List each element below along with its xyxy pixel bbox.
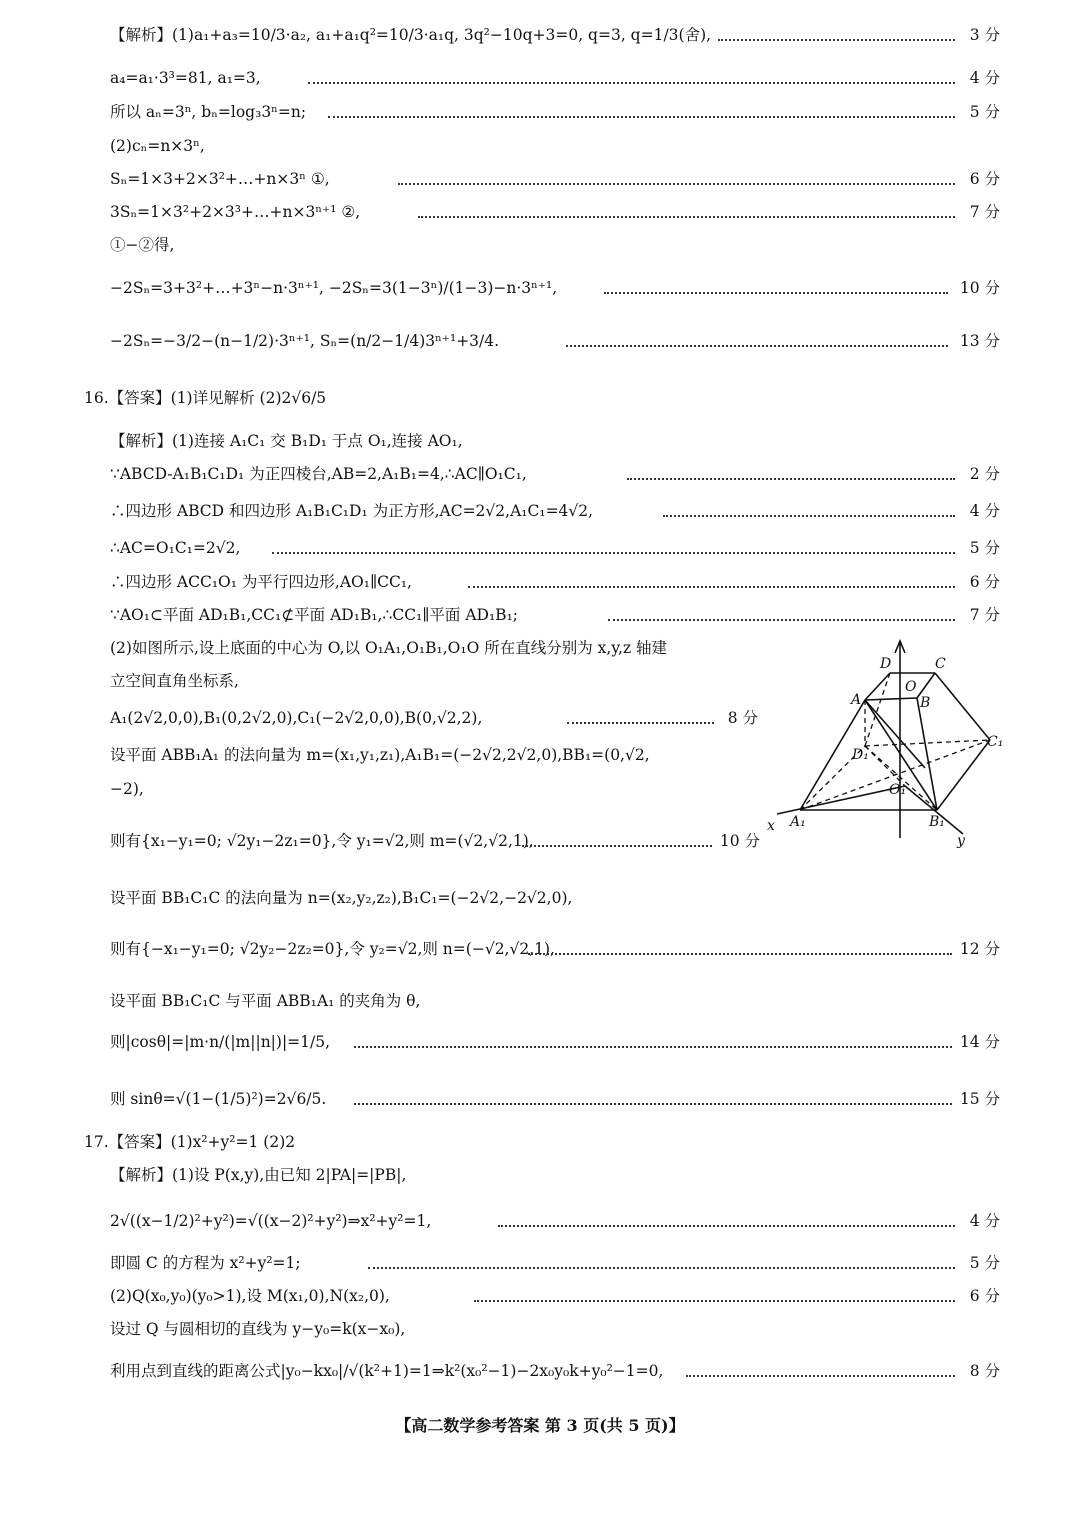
leader-dots [474, 1300, 955, 1302]
solution-line-l26: 则|cosθ|=|m·n/(|m||n|)|=1/5, [110, 1033, 331, 1051]
label-D1: D₁ [852, 747, 869, 763]
leader-dots [718, 39, 955, 41]
score-label: 3 分 [969, 26, 1000, 44]
solution-line-l19: A₁(2√2,0,0),B₁(0,2√2,0),C₁(−2√2,0,0),B(0,√2,2), [110, 709, 483, 727]
label-A1: A₁ [790, 814, 806, 830]
score-label: 12 分 [959, 940, 1000, 958]
label-B: B [920, 695, 931, 711]
solution-line-l18: 立空间直角坐标系, [110, 672, 239, 690]
solution-line-l14: ∴AC=O₁C₁=2√2, [110, 539, 241, 557]
score-label: 15 分 [959, 1090, 1000, 1108]
label-O: O [905, 679, 917, 695]
score-label: 10 分 [719, 832, 760, 850]
score-label: 4 分 [969, 69, 1000, 87]
solution-line-l24: 则有{−x₁−y₁=0; √2y₂−2z₂=0},令 y₂=√2,则 n=(−√2,√2,1), [110, 940, 555, 958]
leader-dots [528, 953, 952, 955]
score-label: 5 分 [969, 103, 1000, 121]
leader-dots [686, 1375, 955, 1377]
edge-DD1 [865, 673, 890, 746]
score-label: 4 分 [969, 502, 1000, 520]
score-label: 8 分 [969, 1362, 1000, 1380]
solution-line-l23: 设平面 BB₁C₁C 的法向量为 n=(x₂,y₂,z₂),B₁C₁=(−2√2,−2√2,0), [110, 889, 573, 907]
leader-dots [522, 845, 712, 847]
leader-dots [566, 345, 948, 347]
score-label: 6 分 [969, 1287, 1000, 1305]
label-C: C [935, 656, 946, 672]
frustum-figure [765, 638, 1010, 853]
score-label: 8 分 [727, 709, 758, 727]
edge-D1C1 [865, 740, 990, 746]
leader-dots [604, 292, 948, 294]
leader-dots [663, 515, 955, 517]
solution-line-l08: −2Sₙ=3+3²+…+3ⁿ−n·3ⁿ⁺¹, −2Sₙ=3(1−3ⁿ)/(1−3)−n·3ⁿ⁺¹, [110, 279, 558, 297]
solution-line-l13: ∴四边形 ABCD 和四边形 A₁B₁C₁D₁ 为正方形,AC=2√2,A₁C₁=4√2, [110, 502, 594, 520]
leader-dots [468, 586, 955, 588]
score-label: 5 分 [969, 1254, 1000, 1272]
page-footer: 【高二数学参考答案 第 3 页(共 5 页)】 [395, 1416, 685, 1435]
solution-line-l06: 3Sₙ=1×3²+2×3³+…+n×3ⁿ⁺¹ ②, [110, 203, 361, 221]
edge-B1C1 [937, 740, 990, 810]
leader-dots [328, 116, 955, 118]
score-label: 14 分 [959, 1033, 1000, 1051]
solution-line-l04: (2)cₙ=n×3ⁿ, [110, 137, 205, 155]
score-label: 6 分 [969, 573, 1000, 591]
solution-line-l03: 所以 aₙ=3ⁿ, bₙ=log₃3ⁿ=n; [110, 103, 307, 121]
solution-line-l07: ①−②得, [110, 236, 175, 254]
leader-dots [354, 1046, 952, 1048]
label-B1: B₁ [929, 814, 945, 830]
label-O1: O₁ [889, 782, 907, 798]
leader-dots [368, 1267, 955, 1269]
label-y: y [957, 833, 965, 849]
solution-line-l20: 设平面 ABB₁A₁ 的法向量为 m=(x₁,y₁,z₁),A₁B₁=(−2√2,2√2,0),BB₁=(0,√2, [110, 746, 650, 764]
solution-line-l29: 【解析】(1)设 P(x,y),由已知 2|PA|=|PB|, [110, 1166, 407, 1184]
leader-dots [608, 619, 955, 621]
label-A: A [851, 692, 862, 708]
label-C1: C₁ [987, 734, 1004, 750]
score-label: 7 分 [969, 606, 1000, 624]
solution-line-l02: a₄=a₁·3³=81, a₁=3, [110, 69, 261, 87]
solution-line-l25: 设平面 BB₁C₁C 与平面 ABB₁A₁ 的夹角为 θ, [110, 992, 421, 1010]
score-label: 7 分 [969, 203, 1000, 221]
solution-line-l10: 16.【答案】(1)详见解析 (2)2√6/5 [84, 389, 327, 407]
solution-line-l31: 即圆 C 的方程为 x²+y²=1; [110, 1254, 301, 1272]
solution-line-l21: −2), [110, 780, 144, 798]
solution-line-l12: ∵ABCD-A₁B₁C₁D₁ 为正四棱台,AB=2,A₁B₁=4,∴AC∥O₁C₁, [110, 465, 527, 483]
score-label: 5 分 [969, 539, 1000, 557]
score-label: 10 分 [959, 279, 1000, 297]
solution-line-l28: 17.【答案】(1)x²+y²=1 (2)2 [84, 1133, 296, 1151]
solution-line-l05: Sₙ=1×3+2×3²+…+n×3ⁿ ①, [110, 170, 330, 188]
solution-line-l15: ∴四边形 ACC₁O₁ 为平行四边形,AO₁∥CC₁, [110, 573, 412, 591]
leader-dots [567, 722, 714, 724]
leader-dots [308, 82, 955, 84]
solution-line-l27: 则 sinθ=√(1−(1/5)²)=2√6/5. [110, 1090, 327, 1108]
edge-BA [865, 698, 917, 700]
leader-dots [498, 1225, 955, 1227]
edge-BB1 [917, 698, 937, 810]
score-label: 2 分 [969, 465, 1000, 483]
solution-line-l34: 利用点到直线的距离公式|y₀−kx₀|/√(k²+1)=1⇒k²(x₀²−1)−2x₀y₀k+y₀²−1=0, [110, 1362, 664, 1380]
solution-line-l30: 2√((x−1/2)²+y²)=√((x−2)²+y²)⇒x²+y²=1, [110, 1212, 432, 1230]
leader-dots [272, 552, 955, 554]
edge-AD [865, 673, 890, 700]
solution-line-l17: (2)如图所示,设上底面的中心为 O,以 O₁A₁,O₁B₁,O₁O 所在直线分别为 x,y,z 轴建 [110, 639, 668, 657]
solution-line-l11: 【解析】(1)连接 A₁C₁ 交 B₁D₁ 于点 O₁,连接 AO₁, [110, 432, 463, 450]
solution-line-l33: 设过 Q 与圆相切的直线为 y−y₀=k(x−x₀), [110, 1320, 406, 1338]
solution-line-l32: (2)Q(x₀,y₀)(y₀>1),设 M(x₁,0),N(x₂,0), [110, 1287, 390, 1305]
solution-line-l01: 【解析】(1)a₁+a₃=10/3·a₂, a₁+a₁q²=10/3·a₁q, 3q²−10q+3=0, q=3, q=1/3(舍), [110, 26, 712, 44]
leader-dots [627, 478, 955, 480]
label-x: x [767, 818, 775, 834]
edge-CC1 [935, 673, 990, 740]
score-label: 6 分 [969, 170, 1000, 188]
leader-dots [418, 216, 955, 218]
solution-line-l09: −2Sₙ=−3/2−(n−1/2)·3ⁿ⁺¹, Sₙ=(n/2−1/4)3ⁿ⁺¹+3/4. [110, 332, 500, 350]
solution-line-l22: 则有{x₁−y₁=0; √2y₁−2z₁=0},令 y₁=√2,则 m=(√2,√2,1), [110, 832, 534, 850]
score-label: 4 分 [969, 1212, 1000, 1230]
solution-line-l16: ∵AO₁⊂平面 AD₁B₁,CC₁⊄平面 AD₁B₁,∴CC₁∥平面 AD₁B₁; [110, 606, 519, 624]
label-D: D [880, 656, 892, 672]
leader-dots [398, 183, 955, 185]
score-label: 13 分 [959, 332, 1000, 350]
leader-dots [354, 1103, 952, 1105]
